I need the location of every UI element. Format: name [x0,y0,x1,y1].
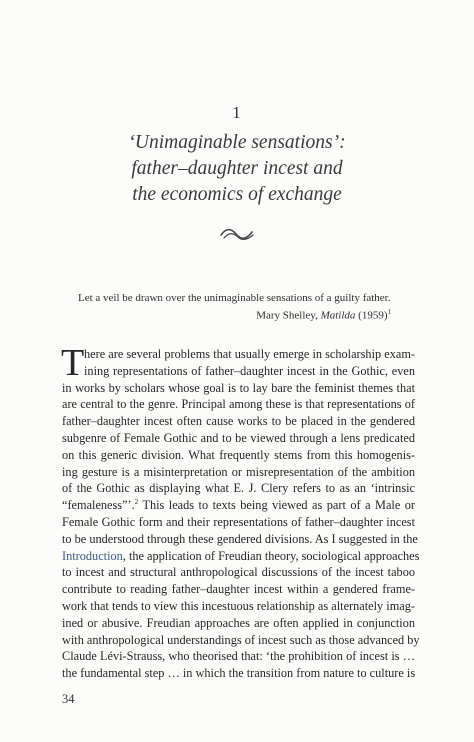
drop-cap: T [61,342,85,384]
epigraph-author: Mary Shelley, [256,309,321,322]
text-line [62,497,415,514]
swash-ornament-icon [219,226,255,242]
text-line: with anthropological understandings of incest such as those advanced by [62,632,420,647]
text-line: ing gesture is a misinterpretation or misrepresentation of the ambition [62,464,415,479]
text-line: on this generic division. What frequently stems from this homogenis- [62,447,415,462]
footnote-ref[interactable]: 2 [134,498,139,507]
text-span: This leads to texts being viewed as part of a Male or [138,498,415,513]
text-line: of the Gothic as displaying what E. J. Clery refers to as an ‘intrinsic [62,481,415,496]
text-line: to be understood through these gendered divisions. As I suggested in the [62,531,418,546]
text-line: contribute to reading father–daughter incest within a gendered frame- [62,582,415,597]
epigraph-year: (1959) [355,309,388,322]
text-line: Female Gothic form and their representations of father–daughter incest [62,514,415,529]
text-line: here are several problems that usually emerge in scholarship exam- [84,347,415,361]
text-span: , the application of Freudian theory, sociological approaches [122,548,420,563]
text-line: ined or abusive. Freudian approaches are often applied in conjunction [62,615,415,630]
chapter-number: 1 [232,103,242,122]
chapter-title [0,130,474,208]
text-line: father–daughter incest often cause works to be placed in the gendered [62,414,415,429]
epigraph-work: Matilda [320,309,356,322]
text-line: Claude Lévi-Strauss, who theorised that: ‘the prohibition of incest is … [62,649,415,664]
text-line: are central to the genre. Principal among these is that representations of [62,397,415,412]
epigraph-attribution [78,305,391,323]
text-span: “femaleness”’. [62,498,135,513]
epigraph-quote: Let a veil be drawn over the unimaginable sensations of a guilty father. [78,292,391,304]
chapter-title-line: the economics of exchange [132,184,342,205]
text-line: ining representations of father–daughter incest in the Gothic, even [84,363,415,378]
introduction-link[interactable]: Introduction [62,548,123,563]
epigraph [78,291,391,323]
text-line: subgenre of Female Gothic and to be viewed through a lens predicated [62,430,415,445]
body-text [61,342,420,682]
text-line: to incest and structural anthropological discussions of the incest taboo [62,565,415,580]
chapter-title-line: ‘Unimaginable sensations’: [128,132,346,153]
footnote-ref[interactable]: 1 [387,308,391,316]
text-line: the fundamental step … in which the transition from nature to culture is [62,666,416,681]
text-line: work that tends to view this incestuous relationship as alternately imag- [62,598,415,613]
text-line [62,548,420,565]
page-number: 34 [62,692,75,706]
chapter-title-line: father–daughter incest and [131,158,343,179]
text-line: in works by scholars whose goal is to lay bare the feminist themes that [62,380,415,395]
